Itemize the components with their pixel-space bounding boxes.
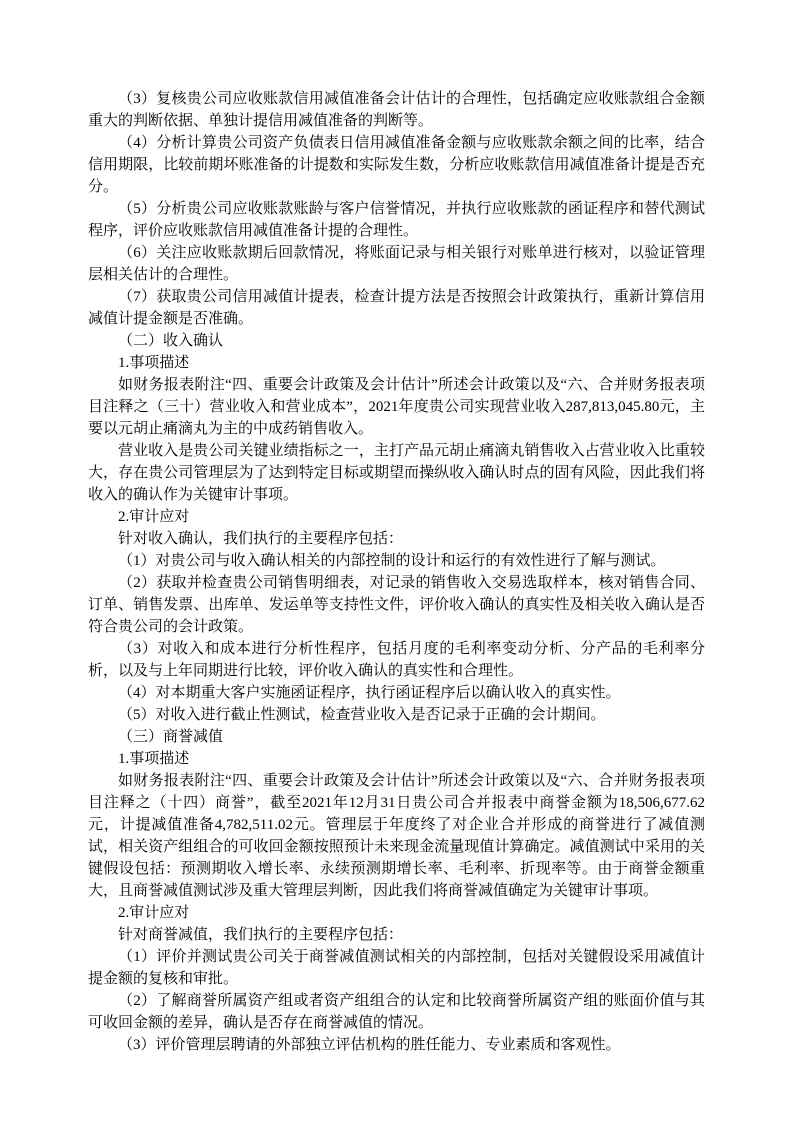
section-heading: （二）收入确认	[118, 333, 224, 349]
paragraph: （5）对收入进行截止性测试，检查营业收入是否记录于正确的会计期间。	[118, 707, 606, 723]
paragraph: （3）复核贵公司应收账款信用减值准备会计估计的合理性，包括确定应收账款组合金额重大的判断依据、单独计提信用减值准备的判断等。	[88, 91, 705, 129]
paragraph: 针对收入确认，我们执行的主要程序包括：	[118, 531, 404, 547]
document-body	[88, 88, 705, 1056]
subsection-heading: 1.事项描述	[118, 751, 190, 767]
paragraph: （1）对贵公司与收入确认相关的内部控制的设计和运行的有效性进行了解与测试。	[118, 553, 666, 569]
paragraph: （5）分析贵公司应收账款账龄与客户信誉情况，并执行应收账款的函证程序和替代测试程序，评价应收账款信用减值准备计提的合理性。	[88, 201, 705, 239]
subsection-heading: 1.事项描述	[118, 355, 190, 371]
paragraph: （4）对本期重大客户实施函证程序，执行函证程序后以确认收入的真实性。	[118, 685, 621, 701]
paragraph: （1）评价并测试贵公司关于商誉减值测试相关的内部控制，包括对关键假设采用减值计提金额的复核和审批。	[88, 949, 705, 987]
paragraph: （2）获取并检查贵公司销售明细表，对记录的销售收入交易选取样本，核对销售合同、订单、销售发票、出库单、发运单等支持性文件，评价收入确认的真实性及相关收入确认是否符合贵公司的会计政策。	[88, 575, 705, 635]
paragraph: 如财务报表附注“四、重要会计政策及会计估计”所述会计政策以及“六、合并财务报表项目注释之（十四）商誉”，截至2021年12月31日贵公司合并报表中商誉金额为18,506,677.62元，计提减值准备4,782,511.02元。管理层于年度终了对企业合并形成的商誉进行了减值测试，相关资产组组合的可收回金额按照预计未来现金流量现值计算确定。减值测试中采用的关键假设包括：预测期收入增长率、永续预测期增长率、毛利率、折现率等。由于商誉金额重大，且商誉减值测试涉及重大管理层判断，因此我们将商誉减值确定为关键审计事项。	[88, 773, 705, 899]
paragraph: 营业收入是贵公司关键业绩指标之一，主打产品元胡止痛滴丸销售收入占营业收入比重较大，存在贵公司管理层为了达到特定目标或期望而操纵收入确认时点的固有风险，因此我们将收入的确认作为关键审计事项。	[88, 443, 705, 503]
paragraph: （7）获取贵公司信用减值计提表，检查计提方法是否按照会计政策执行，重新计算信用减值计提金额是否准确。	[88, 289, 705, 327]
subsection-heading: 2.审计应对	[118, 905, 190, 921]
paragraph: 针对商誉减值，我们执行的主要程序包括：	[118, 927, 404, 943]
paragraph: （3）对收入和成本进行分析性程序，包括月度的毛利率变动分析、分产品的毛利率分析，以及与上年同期进行比较，评价收入确认的真实性和合理性。	[88, 641, 705, 679]
section-heading: （三）商誉减值	[118, 729, 224, 745]
paragraph: （2）了解商誉所属资产组或者资产组组合的认定和比较商誉所属资产组的账面价值与其可收回金额的差异，确认是否存在商誉减值的情况。	[88, 993, 705, 1031]
paragraph: （3）评价管理层聘请的外部独立评估机构的胜任能力、专业素质和客观性。	[118, 1037, 621, 1053]
paragraph: （6）关注应收账款期后回款情况，将账面记录与相关银行对账单进行核对，以验证管理层相关估计的合理性。	[88, 245, 705, 283]
paragraph: 如财务报表附注“四、重要会计政策及会计估计”所述会计政策以及“六、合并财务报表项目注释之（三十）营业收入和营业成本”，2021年度贵公司实现营业收入287,813,045.80元，主要以元胡止痛滴丸为主的中成药销售收入。	[88, 377, 705, 437]
paragraph: （4）分析计算贵公司资产负债表日信用减值准备金额与应收账款余额之间的比率，结合信用期限，比较前期坏账准备的计提数和实际发生数，分析应收账款信用减值准备计提是否充分。	[88, 135, 705, 195]
subsection-heading: 2.审计应对	[118, 509, 190, 525]
